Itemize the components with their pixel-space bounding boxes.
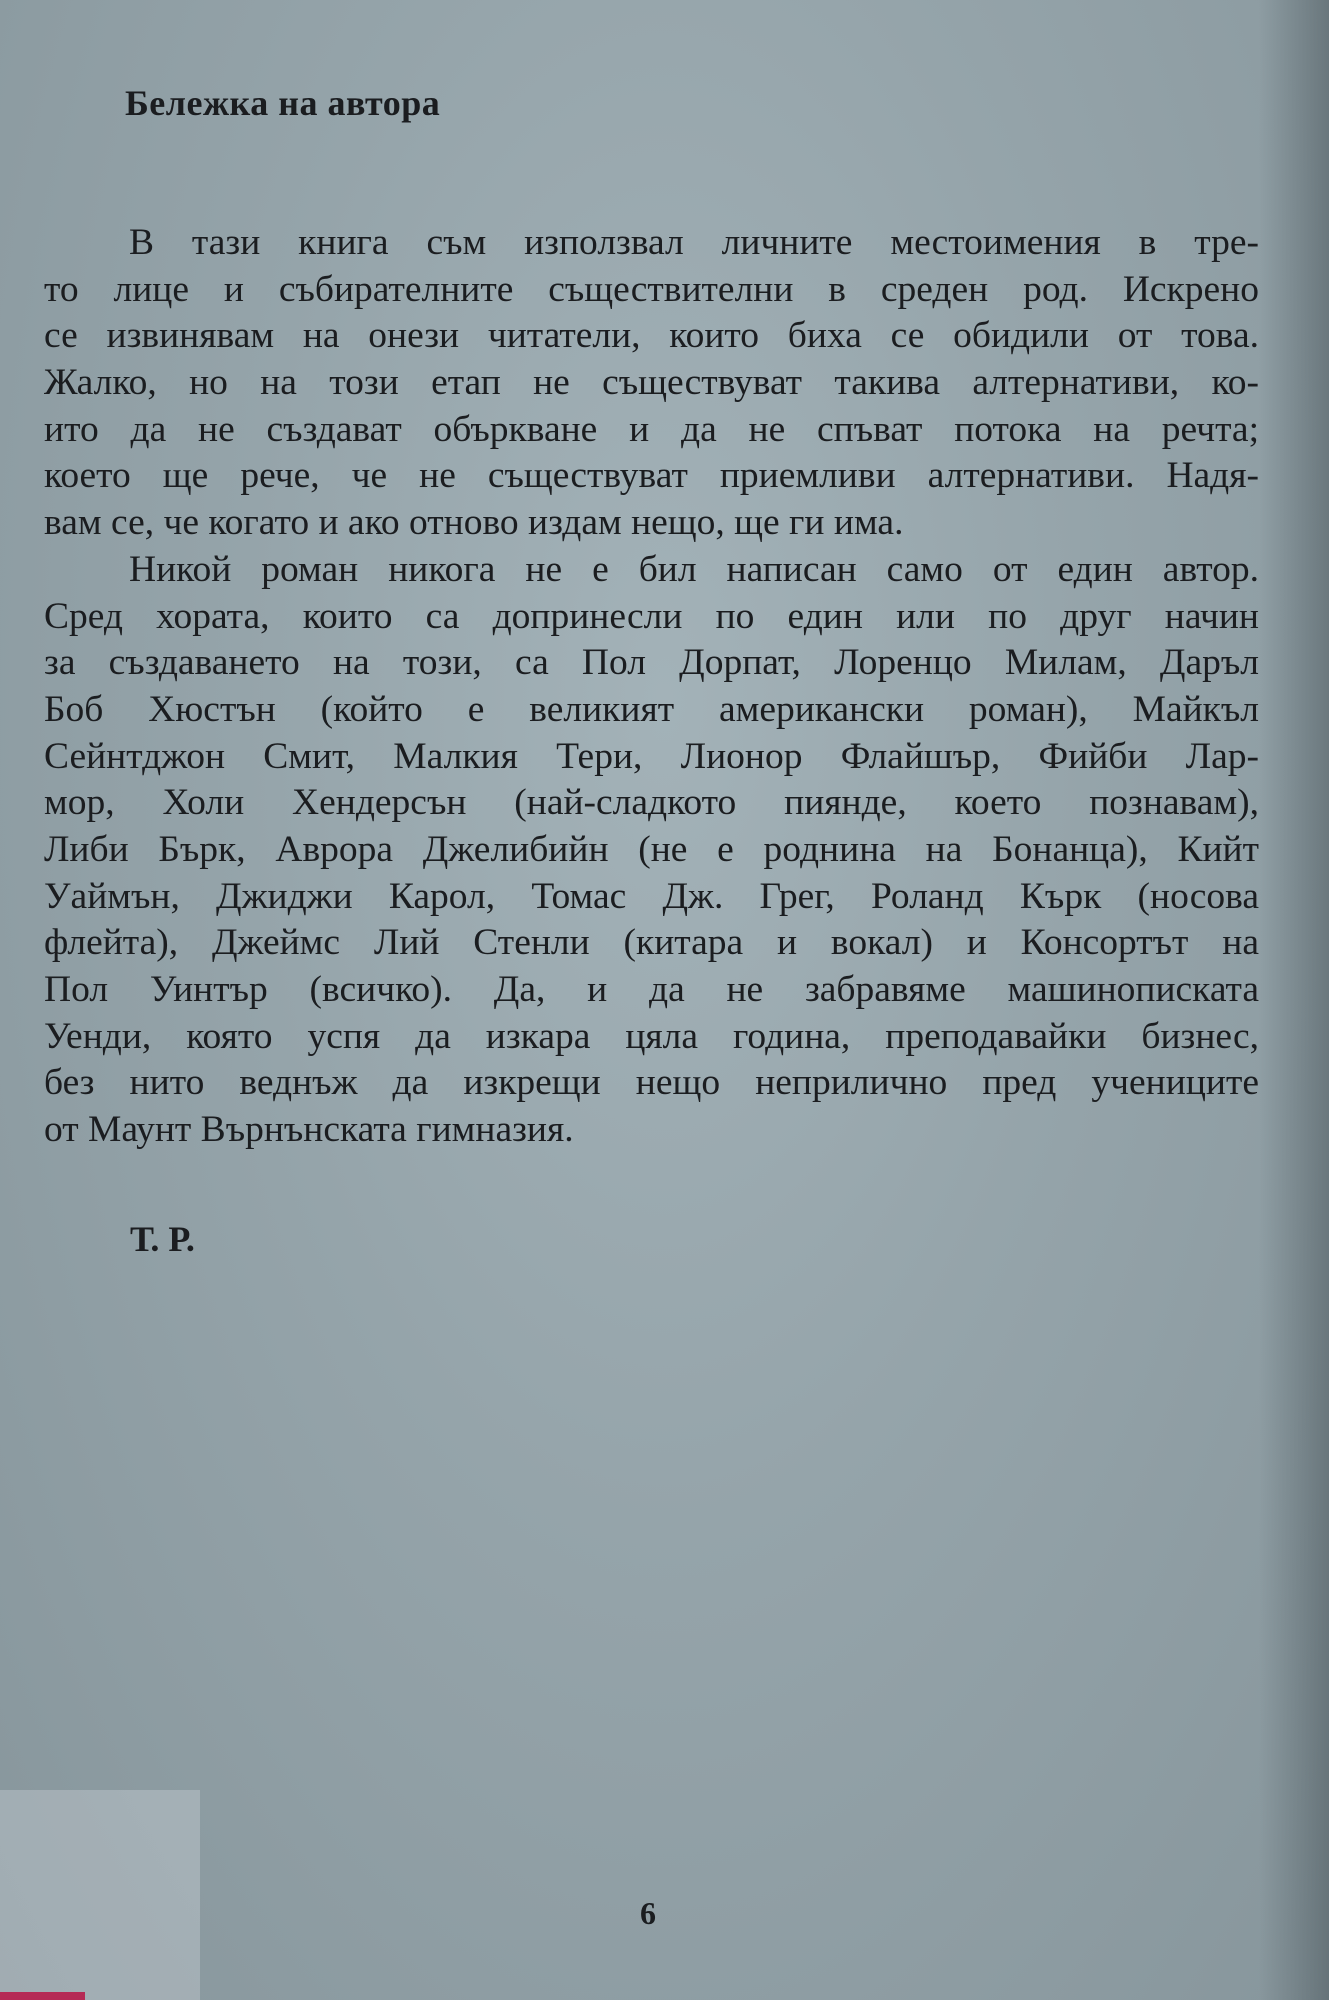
page-number: 6 <box>640 1895 656 1931</box>
text-line: Сейнтджон Смит, Малкия Тери, Лионор Флайшър, Фийби Лар- <box>44 735 1259 777</box>
text-line: Уенди, която успя да изкара цяла година, преподавайки бизнес, <box>44 1015 1259 1057</box>
page-heading: Бележка на автора <box>125 83 441 123</box>
text-line: за създаването на този, са Пол Дорпат, Лоренцо Милам, Даръл <box>44 642 1259 684</box>
text-line: В тази книга съм използвал личните местоимения в тре- <box>129 222 1259 263</box>
text-line: Сред хората, които са допринесли по един или по друг начин <box>44 595 1259 637</box>
corner-tab-mark <box>0 1790 200 2000</box>
text-line: без нито веднъж да изкрещи нещо неприлично пред учениците <box>44 1062 1259 1104</box>
text-line: Уаймън, Джиджи Карол, Томас Дж. Грег, Роланд Кърк (носова <box>44 875 1259 917</box>
text-line: мор, Холи Хендерсън (най-сладкото пиянде, което познавам), <box>44 782 1259 824</box>
text-line: се извинявам на онези читатели, които биха се обидили от това. <box>44 315 1259 357</box>
author-initials: Т. Р. <box>130 1219 195 1259</box>
text-line: то лице и събирателните съществителни в среден род. Искрено <box>44 268 1259 310</box>
text-line: Либи Бърк, Аврора Джелибийн (не е роднина на Бонанца), Кийт <box>44 828 1259 870</box>
text-line: вам се, че когато и ако отново издам нещо, ще ги има. <box>44 502 904 544</box>
text-line: флейта), Джеймс Лий Стенли (китара и вокал) и Консортът на <box>44 922 1259 964</box>
text-line: Никой роман никога не е бил написан само от един автор. <box>129 548 1259 590</box>
text-line: ито да не създават объркване и да не спъват потока на речта; <box>44 408 1259 450</box>
text-line: Боб Хюстън (който е великият американски роман), Майкъл <box>44 688 1259 730</box>
text-line: от Маунт Върнънската гимназия. <box>44 1109 574 1151</box>
text-line: Жалко, но на този етап не съществуват такива алтернативи, ко- <box>44 362 1259 404</box>
text-line: което ще рече, че не съществуват приемливи алтернативи. Надя- <box>44 455 1259 497</box>
author-note-text <box>44 220 1259 1154</box>
text-line: Пол Уинтър (всичко). Да, и да не забравяме машинописката <box>44 969 1259 1010</box>
